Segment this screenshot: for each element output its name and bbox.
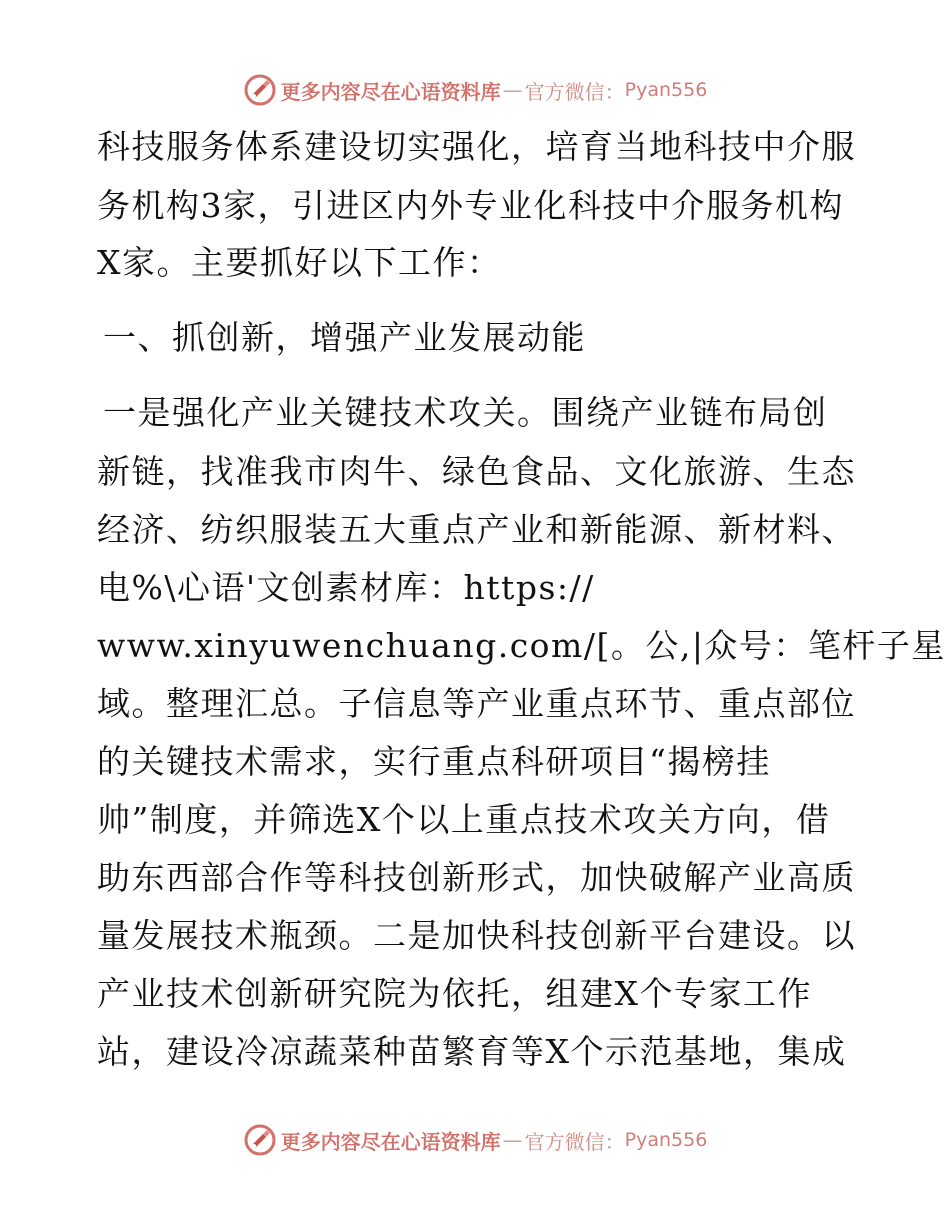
text-line: 电%\心语'文创素材库：https:// (97, 568, 595, 607)
banner-title: 更多内容尽在心语资料库 (280, 79, 501, 104)
text-line: 帅”制度，并筛选X个以上重点技术攻关方向，借 (97, 800, 831, 839)
text-line: 科技服务体系建设切实强化，培育当地科技中介服 (97, 127, 856, 166)
text-line: 站，建设冷凉蔬菜种苗繁育等X个示范基地，集成 (97, 1032, 847, 1071)
text-line: 量发展技术瓶颈。二是加快科技创新平台建设。以 (97, 916, 856, 955)
banner-separator: — (502, 1128, 523, 1152)
text-line: X家。主要抓好以下工作： (97, 243, 502, 282)
text-line: 务机构3家，引进区内外专业化科技中介服务机构 (97, 186, 844, 225)
text-line: www.xinyuwenchuang.com/[。公,|众号：笔杆子星 (97, 626, 946, 665)
text-line: 助东西部合作等科技创新形式，加快破解产业高质 (97, 858, 856, 897)
banner-account: Pyan556 (624, 79, 708, 101)
text-line: 一是强化产业关键技术攻关。围绕产业链布局创 (103, 393, 828, 432)
text-line: 产业技术创新研究院为依托，组建X个专家工作 (97, 974, 812, 1013)
header-banner (0, 70, 950, 110)
banner-account: Pyan556 (624, 1129, 708, 1151)
text-line: 新链，找准我市肉牛、绿色食品、文化旅游、生态 (97, 452, 856, 491)
banner-subtitle: 官方微信： (524, 1129, 625, 1154)
banner-title: 更多内容尽在心语资料库 (280, 1129, 501, 1154)
pen-logo-icon (243, 1123, 277, 1157)
banner-subtitle: 官方微信： (524, 79, 625, 104)
text-line: 经济、纺织服装五大重点产业和新能源、新材料、 (97, 510, 856, 549)
section-heading: 一、抓创新，增强产业发展动能 (103, 318, 586, 357)
banner-separator: — (502, 78, 523, 102)
text-line: 域。整理汇总。子信息等产业重点环节、重点部位 (97, 684, 856, 723)
pen-logo-icon (243, 73, 277, 107)
text-line: 的关键技术需求，实行重点科研项目“揭榜挂 (97, 742, 771, 781)
footer-banner (0, 1120, 950, 1160)
